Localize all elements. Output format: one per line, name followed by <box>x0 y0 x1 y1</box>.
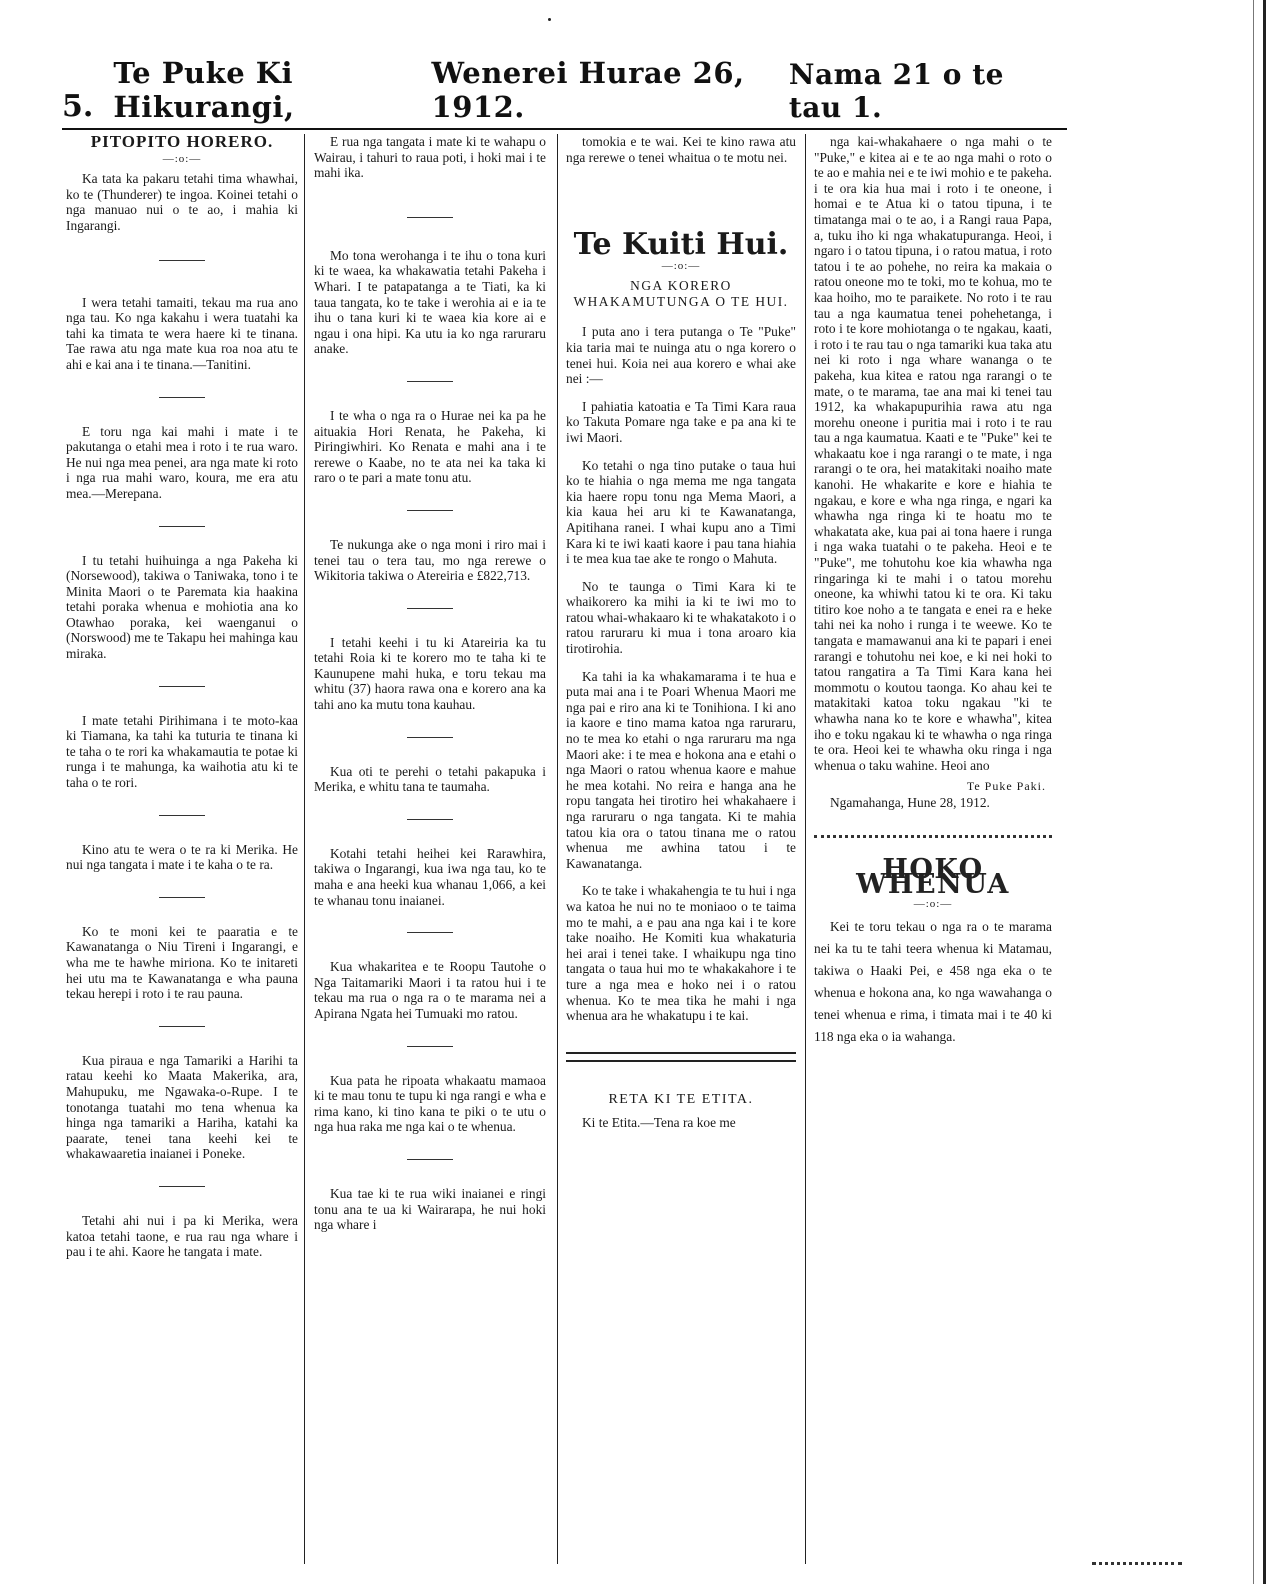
item-separator <box>407 510 453 511</box>
news-item: Kua whakaritea e te Roopu Tautohe o Nga Taitamariki Maori i ta ratou hui i te tekau ma rua o nga ra o te marama nei a Apirana Ngata hei Tumuaki mo ratou. <box>314 959 546 1021</box>
page-corner-dots <box>1092 1562 1182 1571</box>
item-separator <box>159 260 205 261</box>
page-number: 5. <box>62 89 94 124</box>
news-item: I tu tetahi huihuinga a nga Pakeha ki (Norsewood), takiwa o Taniwaka, tono i te Minita Maori o te Paremata kia haakina tetahi poraka whenua e mohiotia ana ko Otawhao poraka, kei waenganui o (Norswood) me te Takapu hei mahinga kau miraka. <box>66 552 298 662</box>
article-paragraph: I puta ano i tera putanga o Te "Puke" kia taria mai te nuinga atu o nga korero o tenei hui. Koia nei aua korero e whai ake nei :— <box>566 324 796 387</box>
item-separator <box>159 526 205 527</box>
news-item: tomokia e te wai. Kei te kino rawa atu nga rerewe o tenei whaitua o te motu nei. <box>566 134 796 165</box>
item-separator <box>159 815 205 816</box>
separator: —:o:— <box>913 897 953 910</box>
news-item: E rua nga tangata i mate ki te wahapu o Wairau, i tahuri to raua poti, i hoki mai i te mahi ika. <box>314 134 546 181</box>
item-separator <box>407 1159 453 1160</box>
column-2 <box>314 134 546 1564</box>
article-paragraph: I pahiatia katoatia e Ta Timi Kara raua ko Takuta Pomare nga take e pa ana ki te iwi Maori. <box>566 398 796 445</box>
masthead <box>62 56 1062 124</box>
news-item: Kua piraua e nga Tamariki a Harihi ta ratau keehi ko Maata Makerika, ara, Mahupuku, me Ngawaka-o-Rupe. I te tonotanga tuatahi mo tena whenua ka hinga nga tamariki a Hariha, katahi ka paarate, tenei tana keehi kei te whakawaaretia inaianei i Poneke. <box>66 1052 298 1162</box>
news-item: Mo tona werohanga i te ihu o tona kuri ki te waea, ka whakawatia tetahi Pakeha i Whari. I te patapatanga a te Tiati, ka ki taua tangata, ko te take i werohia ai e ia te ihu o tana kuri ki te waea kia kore ai e ngau i ona hipi. Ka utu ia ko nga raruraru anake. <box>314 247 546 357</box>
letter-signature: Te Puke Paki. <box>966 779 1046 794</box>
item-separator <box>159 397 205 398</box>
column-divider <box>557 134 558 1564</box>
letter-heading: RETA KI TE ETITA. <box>608 1091 754 1107</box>
item-separator <box>407 737 453 738</box>
article-heading: Te Kuiti Hui. <box>573 227 789 263</box>
section-dotted-rule <box>814 835 1052 842</box>
news-item: I tetahi keehi i tu ki Atareiria ka tu tetahi Roia ki te korero mo te taha ki te Kaunupene mahi huka, e toru tekau ma whitu (37) haora rawa ona e korero ana ka tahi ano ka mutu tona kauhau. <box>314 634 546 713</box>
page-edge-line-inner <box>1253 0 1254 1584</box>
item-separator <box>407 1046 453 1047</box>
news-item: Te nukunga ake o nga moni i riro mai i tenei tau o tera tau, mo nga rerewe o Wikitoria takiwa o Atereiria e £822,713. <box>314 536 546 584</box>
news-item: Ka tata ka pakaru tetahi tima whawhai, ko te (Thunderer) te ingoa. Koinei tetahi o nga manuao nui o te ao, i mahia ki Ingarangi. <box>66 171 298 233</box>
column-3 <box>566 134 796 1564</box>
issue-date: Wenerei Hurae 26, 1912. <box>431 56 745 124</box>
item-separator <box>407 217 453 218</box>
column-divider <box>304 134 305 1564</box>
news-item: Tetahi ahi nui i pa ki Merika, wera katoa tetahi taone, e rua rau nga whare i pau i te ahi. Kaore he tangata i mate. <box>66 1212 298 1260</box>
letter-body: nga kai-whakahaere o nga mahi o te "Puke," e kitea ai e te ao nga mahi o roto o te ao e mahia nei e te iwi mohio e te pakeha. i te ora kia hua mai i roto i te oneone, i homai e te Atua ki o tatou tipuna, i te timatanga mai o te ao, i a Rangi raua Papa, a, tuku iho ki nga whakatupuranga. Heoi, i ngaro i o tatou tipuna, i o ratou matua, i roto tatou i te ao pohehe, no reira ka makaia o ratou oneone mo te toki, mo te kohua, mo te kaa hoiho, mo te paraikete. No roto i te rau tau a nga kaumatua tenei pohehetanga, i roto i te kore mohiotanga o te ngakau, kaati, i roto i te rau tau o nga tamariki kua taka atu nei ki roto i nga whare wananga o te pakeha, kua kitea e ratou nga rarangi o te mate, o te marama, tae ana mai ki tenei tau 1912, ka whakapupurihia rawa atu nga morehu oneone i puritia mai i roto i te rau tau a nga kaumatua. Kaati e te "Puke" kei te whakaatu koe i nga rarangi o te mate, i nga rarangi o te ora, hei matakitaki noaiho mate kanohi. He whakarite e kore e hiahia te ngakau, e kore e wha nga ringa, e ngari ka whawha nga ringa ki te hoatu mo te whakatata ake, kua pai ai tona haere i runga i nga waka tuatahi o te pakeha. Heoi e te "Puke", me tohutohu koe kia whawha nga ringaringa ki te mahi i o tatou morehu oneone, ka whiwhi tatou ki te ora. Ki taku titiro koe noho a te tangata e enei ra e heke tahi nei ka noho i runga i te weewe. Ko te tangata e mamawanui ana ki te papari i enei rarangi e tohutohu nei koe, e ki nei hoki to tatou rangatira a Ta Timi Kara kana hei mommotu o koutou taonga. Ko ahau kei te matakitaki katoa toku ngakau "ki te whawha nana ko te kore e whawha", kitea iho e toku ngakau ki te whawha o nga ringa te ora. Heoi kei te whawha oku ringa i nga whenua o taku wahine. Heoi ano <box>814 134 1052 773</box>
article-paragraph: Ko tetahi o nga tino putake o taua hui ko te hiahia o nga mema me nga tangata kia haere ropu tonu nga Mema Maori, a kia kaua hei aru ki te Kawanatanga, Apitihana ranei. I whai kupu ano a Timi Kara ki te iwi kaati kaore i pau tana hiahia i te mea kua tae ake te rongo o Mahuta. <box>566 457 796 567</box>
page-edge-line <box>1263 0 1266 1584</box>
letter-opening: Ki te Etita.—Tena ra koe me <box>582 1115 736 1131</box>
item-separator <box>159 1186 205 1187</box>
news-item: Kotahi tetahi heihei kei Rarawhira, takiwa o Ingarangi, kua iwa nga tau, ko te maha e ana heeki kua whanau 1,066, a kei te whanau tonu inaianei. <box>314 845 546 908</box>
letter-dateline: Ngamahanga, Hune 28, 1912. <box>830 794 990 810</box>
separator: —:o:— <box>162 152 202 165</box>
column-divider <box>805 134 806 1564</box>
news-item: I wera tetahi tamaiti, tekau ma rua ano nga tau. Ko nga kakahu i wera tuatahi ka tahi ka timata te wera haere ki te tinana. Tae rawa atu nga mate kua roa noa atu te ahi e kai ana i te tinana.—Tanitini. <box>66 294 298 372</box>
article-subheading: NGA KORERO WHAKAMUTUNGA O TE HUI. <box>573 278 789 310</box>
news-item: Kua oti te perehi o tetahi pakapuka i Merika, e whitu tana te taumaha. <box>314 763 546 795</box>
item-separator <box>407 819 453 820</box>
item-separator <box>407 608 453 609</box>
notice-heading: HOKO WHENUA <box>856 853 1010 901</box>
item-separator <box>159 897 205 898</box>
section-heading: PITOPITO HORERO. <box>90 134 274 151</box>
news-item: Kua pata he ripoata whakaatu mamaoa ki te mau tonu te tupu ki nga rangi e wha e rima kano, ki tino kana te piki o te utu o nga hua raka me nga kai o te whenua. <box>314 1072 546 1135</box>
newspaper-title: Te Puke Ki Hikurangi, <box>113 56 295 124</box>
column-4 <box>814 134 1052 1564</box>
item-separator <box>407 381 453 382</box>
issue-number: Nama 21 o te tau 1. <box>788 58 1004 124</box>
item-separator <box>159 686 205 687</box>
article-paragraph: Ko te take i whakahengia te tu hui i nga wa katoa he nui no te moniaoo o te taima mo te mahi, a e pau ana nga kai i te kore take noaiho. He Komiti kua whakaturia hei arai i tenei take. I whaikupu nga tino tangata o taua hui mo te whakakahore i te ture a nga mea e hoko nei i o ratou whenua. Ko te mea tika he mahi i nga whenua ara he whakatupu i te kai. <box>566 883 796 1024</box>
article-paragraph: Ka tahi ia ka whakamarama i te hua e puta mai ana i te Poari Whenua Maori me nga pai e riro ana ki te Tonihiona. I ki ano ia kaore e tino mama katoa nga raruraru, no te mea ko etahi o nga raruraru ma nga Maori ake: i te mea e hokona ana e etahi o nga Maori o ratou whenua kaore e mahue he mea kotahi. No reira e hanga ana he ropu tangata hei tirotiro hei whakahaere i nga raruraru o nga tangata. Ki te mahia tatou kia ora o tatou tinana me o ratou whenua me awhina tatou i te Kawanatanga. <box>566 668 796 871</box>
masthead-rule <box>62 128 1067 130</box>
notice-paragraph: Kei te toru tekau o nga ra o te marama nei ka tu te tahi teera whenua ki Matamau, takiwa o Haaki Pei, e 458 nga eka o te whenua e hokona ana, ko nga wawahanga o tenei whenua e rima, i timata mai i te 40 ki 118 nga eka o ia wahanga. <box>814 919 1052 1045</box>
news-item: E toru nga kai mahi i mate i te pakutanga o etahi mea i roto i te rua waro. He nui nga mea penei, ara nga mate ki roto i nga rua mahi waro, koura, me era atu mea.—Merepana. <box>66 423 298 501</box>
column-1 <box>66 134 298 1564</box>
print-speck <box>548 18 551 21</box>
article-paragraph: No te taunga o Timi Kara ki te whaikorero ka mihi ia ki te iwi mo to ratou whai-whakaaro ki te whakatakoto i o ratou raruraru ki mua i tona aroaro kia tirotirohia. <box>566 578 796 657</box>
item-separator <box>407 932 453 933</box>
news-item: I te wha o nga ra o Hurae nei ka pa he aituakia Hori Renata, he Pakeha, ki Piringiwhiri. Ko Renata e mahi ana i te rerewe o Kaabe, no te ata nei ka taka ki raro o te pari a mate tonu atu. <box>314 407 546 486</box>
item-separator <box>159 1026 205 1027</box>
news-item: Ko te moni kei te paaratia e te Kawanatanga o Niu Tireni i Ingarangi, e wha me te hawhe miriona. Ko te initareti hei utu ma te Kawanatanga e wha pauna tekau herepi i roto i te rau pauna. <box>66 923 298 1002</box>
news-item: I mate tetahi Pirihimana i te moto-kaa ki Tiamana, ka tahi ka tuturia te tinana ki te taha o te rori ka whakamautia te potae ki runga i te mahunga, ka waihotia atu ki te taha o te rori. <box>66 712 298 791</box>
section-double-rule <box>566 1052 796 1062</box>
separator: —:o:— <box>661 259 701 272</box>
news-item: Kino atu te wera o te ra ki Merika. He nui nga tangata i mate i te kaha o te ra. <box>66 841 298 873</box>
news-item: Kua tae ki te rua wiki inaianei e ringi tonu ana te ua ki Wairarapa, he nui hoki nga whare i <box>314 1185 546 1233</box>
